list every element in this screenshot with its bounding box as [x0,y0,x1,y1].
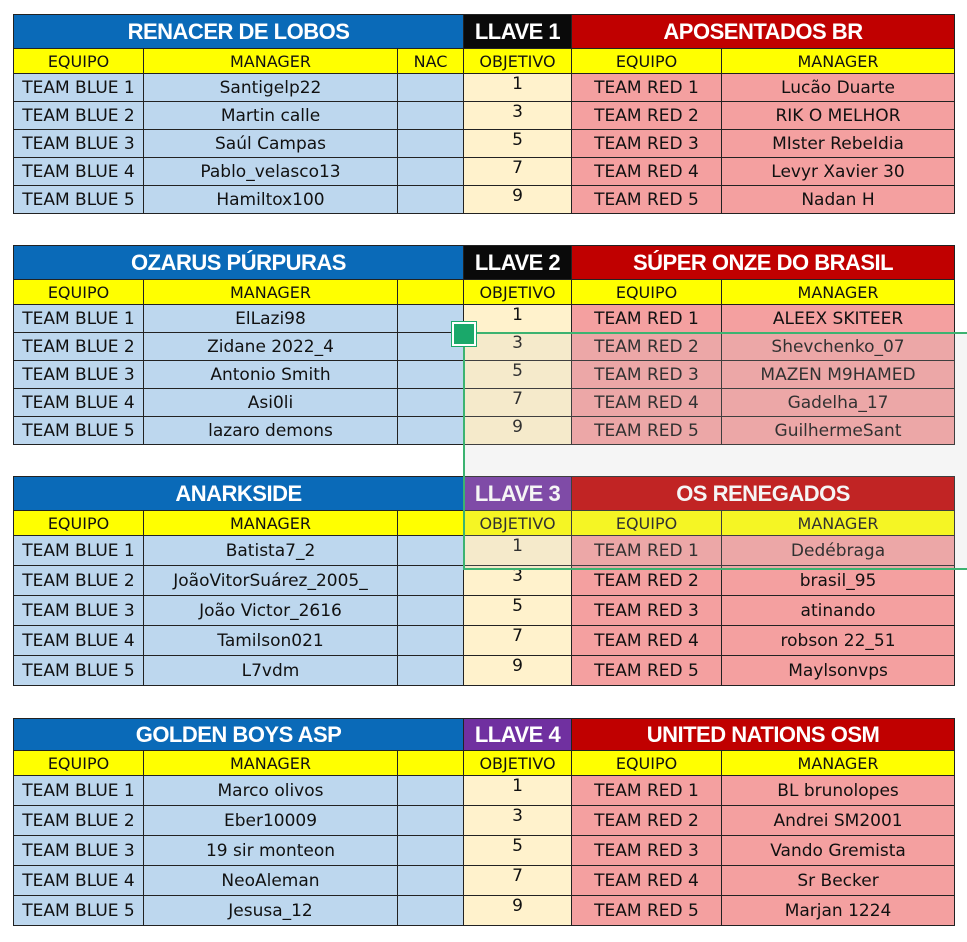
table-row [14,596,955,626]
blue-team-cell[interactable]: TEAM BLUE 1 [14,776,144,806]
red-team-name: SÚPER ONZE DO BRASIL [572,246,955,280]
blue-manager-cell[interactable]: NeoAleman [144,866,398,896]
header-nac: NAC [398,49,464,74]
blue-team-name: OZARUS PÚRPURAS [14,246,464,280]
red-team-cell[interactable]: TEAM RED 2 [572,102,722,130]
blue-manager-cell[interactable]: 19 sir monteon [144,836,398,866]
red-manager-cell[interactable]: Marjan 1224 [722,896,955,926]
objetivo-cell[interactable]: 3 [464,566,572,596]
header-equipo: EQUIPO [14,49,144,74]
blue-manager-cell[interactable]: Tamilson021 [144,626,398,656]
header-equipo: EQUIPO [572,280,722,305]
table-row [14,656,955,686]
objetivo-cell[interactable]: 5 [464,596,572,626]
blue-team-name: GOLDEN BOYS ASP [14,719,464,751]
nac-cell[interactable] [398,596,464,626]
blue-team-cell[interactable]: TEAM BLUE 3 [14,596,144,626]
objetivo-cell[interactable]: 7 [464,158,572,186]
red-team-cell[interactable]: TEAM RED 4 [572,626,722,656]
blue-manager-cell[interactable]: Zidane 2022_4 [144,333,398,361]
objetivo-cell[interactable]: 3 [464,333,572,361]
red-manager-cell[interactable]: MAZEN M9HAMED [722,361,955,389]
objetivo-cell[interactable]: 5 [464,836,572,866]
red-manager-cell[interactable]: Andrei SM2001 [722,806,955,836]
nac-cell[interactable] [398,74,464,102]
red-manager-cell[interactable]: Levyr Xavier 30 [722,158,955,186]
blue-manager-cell[interactable]: ElLazi98 [144,305,398,333]
selection-handle[interactable] [452,322,476,346]
objetivo-cell[interactable]: 9 [464,417,572,445]
red-manager-cell[interactable]: Maylsonvps [722,656,955,686]
header-manager: MANAGER [144,751,398,776]
header-manager: MANAGER [722,49,955,74]
blue-team-cell[interactable]: TEAM BLUE 4 [14,626,144,656]
table-row [14,836,955,866]
red-team-name: APOSENTADOS BR [572,15,955,49]
header-manager: MANAGER [144,49,398,74]
red-manager-cell[interactable]: Gadelha_17 [722,389,955,417]
red-team-cell[interactable]: TEAM RED 5 [572,186,722,214]
nac-cell[interactable] [398,389,464,417]
objetivo-cell[interactable]: 9 [464,656,572,686]
blue-manager-cell[interactable]: João Victor_2616 [144,596,398,626]
objetivo-cell[interactable]: 7 [464,866,572,896]
header-objetivo: OBJETIVO [464,751,572,776]
header-nac [398,751,464,776]
red-manager-cell[interactable]: atinando [722,596,955,626]
header-equipo: EQUIPO [572,751,722,776]
objetivo-cell[interactable]: 1 [464,536,572,566]
table-row [14,896,955,926]
red-team-cell[interactable]: TEAM RED 3 [572,836,722,866]
table-row [14,186,955,214]
red-manager-cell[interactable]: brasil_95 [722,566,955,596]
nac-cell[interactable] [398,130,464,158]
llave-label: LLAVE 4 [464,719,572,751]
nac-cell[interactable] [398,806,464,836]
blue-manager-cell[interactable]: Jesusa_12 [144,896,398,926]
header-objetivo: OBJETIVO [464,511,572,536]
objetivo-cell[interactable]: 9 [464,186,572,214]
blue-team-cell[interactable]: TEAM BLUE 3 [14,130,144,158]
red-manager-cell[interactable]: Vando Gremista [722,836,955,866]
nac-cell[interactable] [398,626,464,656]
blue-manager-cell[interactable]: Saúl Campas [144,130,398,158]
table-row [14,866,955,896]
red-manager-cell[interactable]: ALEEX SKITEER [722,305,955,333]
selection-box[interactable] [463,332,967,570]
blue-manager-cell[interactable]: Antonio Smith [144,361,398,389]
red-manager-cell[interactable]: GuilhermeSant [722,417,955,445]
red-manager-cell[interactable]: Shevchenko_07 [722,333,955,361]
red-manager-cell[interactable]: RIK O MELHOR [722,102,955,130]
nac-cell[interactable] [398,186,464,214]
red-team-cell[interactable]: TEAM RED 5 [572,417,722,445]
header-manager: MANAGER [722,280,955,305]
red-manager-cell[interactable]: Nadan H [722,186,955,214]
table-row [14,102,955,130]
bracket-4 [13,718,954,926]
llave-label: LLAVE 1 [464,15,572,49]
blue-team-cell[interactable]: TEAM BLUE 1 [14,305,144,333]
blue-team-cell[interactable]: TEAM BLUE 2 [14,102,144,130]
blue-team-cell[interactable]: TEAM BLUE 5 [14,417,144,445]
red-team-cell[interactable]: TEAM RED 1 [572,536,722,566]
red-team-cell[interactable]: TEAM RED 2 [572,333,722,361]
red-team-cell[interactable]: TEAM RED 5 [572,896,722,926]
header-nac [398,280,464,305]
red-team-cell[interactable]: TEAM RED 4 [572,866,722,896]
nac-cell[interactable] [398,158,464,186]
blue-team-cell[interactable]: TEAM BLUE 4 [14,866,144,896]
objetivo-cell[interactable]: 1 [464,305,572,333]
blue-team-name: RENACER DE LOBOS [14,15,464,49]
blue-manager-cell[interactable]: JoãoVitorSuárez_2005_ [144,566,398,596]
objetivo-cell[interactable]: 5 [464,130,572,158]
nac-cell[interactable] [398,896,464,926]
red-team-cell[interactable]: TEAM RED 4 [572,389,722,417]
blue-manager-cell[interactable]: Marco olivos [144,776,398,806]
red-team-cell[interactable]: TEAM RED 1 [572,776,722,806]
blue-manager-cell[interactable]: Asi0li [144,389,398,417]
header-equipo: EQUIPO [14,511,144,536]
blue-team-cell[interactable]: TEAM BLUE 4 [14,389,144,417]
nac-cell[interactable] [398,566,464,596]
header-equipo: EQUIPO [572,49,722,74]
nac-cell[interactable] [398,836,464,866]
llave-label: LLAVE 2 [464,246,572,280]
header-manager: MANAGER [722,511,955,536]
table-row [14,776,955,806]
red-manager-cell[interactable]: BL brunolopes [722,776,955,806]
blue-manager-cell[interactable]: lazaro demons [144,417,398,445]
blue-manager-cell[interactable]: Eber10009 [144,806,398,836]
header-objetivo: OBJETIVO [464,49,572,74]
blue-team-cell[interactable]: TEAM BLUE 1 [14,536,144,566]
nac-cell[interactable] [398,866,464,896]
bracket-1 [13,14,954,214]
blue-team-cell[interactable]: TEAM BLUE 4 [14,158,144,186]
bracket-table [13,14,955,214]
objetivo-cell[interactable]: 7 [464,389,572,417]
nac-cell[interactable] [398,417,464,445]
objetivo-cell[interactable]: 5 [464,361,572,389]
red-manager-cell[interactable]: Dedébraga [722,536,955,566]
red-team-cell[interactable]: TEAM RED 1 [572,305,722,333]
nac-cell[interactable] [398,776,464,806]
red-team-cell[interactable]: TEAM RED 2 [572,566,722,596]
red-team-name: UNITED NATIONS OSM [572,719,955,751]
blue-manager-cell[interactable]: Hamiltox100 [144,186,398,214]
table-row [14,626,955,656]
objetivo-cell[interactable]: 7 [464,626,572,656]
blue-team-cell[interactable]: TEAM BLUE 1 [14,74,144,102]
red-team-cell[interactable]: TEAM RED 3 [572,361,722,389]
objetivo-cell[interactable]: 1 [464,74,572,102]
red-team-cell[interactable]: TEAM RED 5 [572,656,722,686]
table-row [14,806,955,836]
red-team-cell[interactable]: TEAM RED 1 [572,74,722,102]
blue-manager-cell[interactable]: Pablo_velasco13 [144,158,398,186]
blue-team-cell[interactable]: TEAM BLUE 3 [14,836,144,866]
table-row [14,130,955,158]
bracket-table [13,718,955,926]
header-manager: MANAGER [144,511,398,536]
table-row [14,305,955,333]
blue-team-name: ANARKSIDE [14,477,464,511]
red-manager-cell[interactable]: robson 22_51 [722,626,955,656]
llave-label: LLAVE 3 [464,477,572,511]
red-team-name: OS RENEGADOS [572,477,955,511]
nac-cell[interactable] [398,102,464,130]
red-team-cell[interactable]: TEAM RED 3 [572,130,722,158]
blue-team-cell[interactable]: TEAM BLUE 3 [14,361,144,389]
table-row [14,566,955,596]
blue-team-cell[interactable]: TEAM BLUE 2 [14,566,144,596]
red-team-cell[interactable]: TEAM RED 4 [572,158,722,186]
blue-team-cell[interactable]: TEAM BLUE 5 [14,186,144,214]
nac-cell[interactable] [398,361,464,389]
red-manager-cell[interactable]: MIster RebeIdia [722,130,955,158]
red-manager-cell[interactable]: Lucão Duarte [722,74,955,102]
objetivo-cell[interactable]: 1 [464,776,572,806]
header-nac [398,511,464,536]
red-manager-cell[interactable]: Sr Becker [722,866,955,896]
nac-cell[interactable] [398,656,464,686]
blue-manager-cell[interactable]: Martin calle [144,102,398,130]
table-row [14,158,955,186]
objetivo-cell[interactable]: 3 [464,102,572,130]
header-equipo: EQUIPO [572,511,722,536]
objetivo-cell[interactable]: 9 [464,896,572,926]
objetivo-cell[interactable]: 3 [464,806,572,836]
header-objetivo: OBJETIVO [464,280,572,305]
red-team-cell[interactable]: TEAM RED 3 [572,596,722,626]
blue-manager-cell[interactable]: Batista7_2 [144,536,398,566]
header-manager: MANAGER [722,751,955,776]
blue-team-cell[interactable]: TEAM BLUE 5 [14,896,144,926]
header-manager: MANAGER [144,280,398,305]
header-equipo: EQUIPO [14,280,144,305]
blue-team-cell[interactable]: TEAM BLUE 2 [14,806,144,836]
blue-team-cell[interactable]: TEAM BLUE 5 [14,656,144,686]
blue-manager-cell[interactable]: L7vdm [144,656,398,686]
blue-team-cell[interactable]: TEAM BLUE 2 [14,333,144,361]
table-row [14,74,955,102]
header-equipo: EQUIPO [14,751,144,776]
blue-manager-cell[interactable]: Santigelp22 [144,74,398,102]
red-team-cell[interactable]: TEAM RED 2 [572,806,722,836]
nac-cell[interactable] [398,536,464,566]
